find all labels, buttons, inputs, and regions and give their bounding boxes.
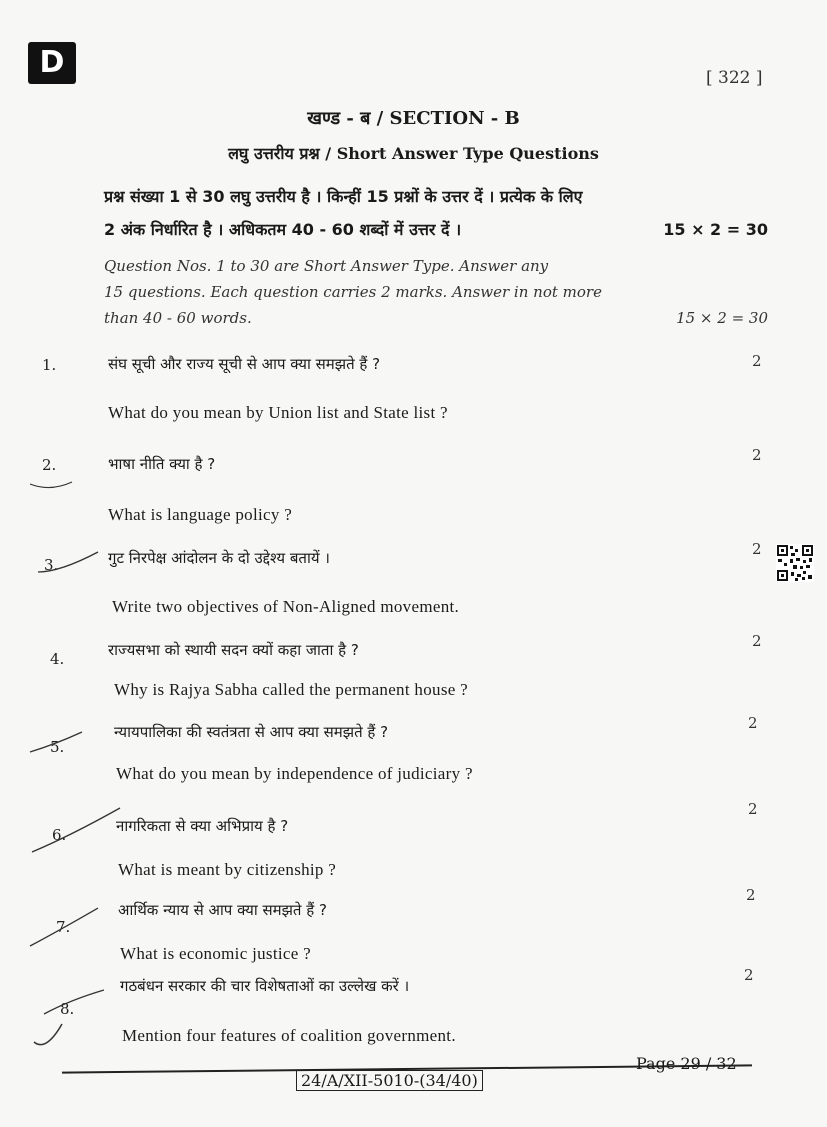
- hindi-marks-formula: 15 × 2 = 30: [663, 220, 768, 239]
- question-marks: 2: [748, 714, 758, 732]
- question-marks: 2: [748, 800, 758, 818]
- question-number: 3.: [44, 556, 59, 574]
- question-hindi: संघ सूची और राज्य सूची से आप क्या समझते हैं ?: [108, 355, 381, 373]
- question-english: What is economic justice ?: [120, 944, 311, 963]
- question-hindi: गठबंधन सरकार की चार विशेषताओं का उल्लेख करें ।: [120, 977, 410, 995]
- question-number: 7.: [56, 918, 71, 936]
- question-english: What is language policy ?: [108, 505, 293, 524]
- hindi-instructions: [104, 180, 768, 246]
- question-english: What is meant by citizenship ?: [118, 860, 337, 879]
- hindi-instruction-line-1: प्रश्न संख्या 1 से 30 लघु उत्तरीय है । किन्हीं 15 प्रश्नों के उत्तर दें । प्रत्येक के लिए: [104, 187, 583, 206]
- section-title: खण्ड - ब / SECTION - B: [307, 108, 520, 129]
- subject-code: [ 322 ]: [706, 68, 763, 88]
- paper-set-badge: D: [28, 42, 76, 84]
- question-marks: 2: [752, 540, 762, 558]
- question-english: Mention four features of coalition government.: [122, 1026, 456, 1045]
- question-marks: 2: [752, 446, 762, 464]
- question-english: What do you mean by Union list and State list ?: [108, 403, 448, 422]
- english-instruction-line-2: 15 questions. Each question carries 2 marks. Answer in not more: [104, 283, 602, 301]
- question-hindi: भाषा नीति क्या है ?: [108, 455, 216, 473]
- section-subtitle: लघु उत्तरीय प्रश्न / Short Answer Type Questions: [228, 144, 599, 163]
- question-number: 6.: [52, 826, 67, 844]
- question-english: Write two objectives of Non-Aligned movement.: [112, 597, 460, 616]
- question-number: 4.: [50, 650, 65, 668]
- question-number: 2.: [42, 456, 57, 474]
- hindi-instruction-line-2: 2 अंक निर्धारित है । अधिकतम 40 - 60 शब्दों में उत्तर दें ।: [104, 220, 462, 239]
- page-number: Page 29 / 32: [636, 1054, 737, 1073]
- footer-paper-code: 24/A/XII-5010-(34/40): [296, 1070, 483, 1091]
- question-hindi: न्यायपालिका की स्वतंत्रता से आप क्या समझते हैं ?: [114, 723, 389, 741]
- question-number: 1.: [42, 356, 57, 374]
- question-hindi: राज्यसभा को स्थायी सदन क्यों कहा जाता है ?: [108, 641, 359, 659]
- question-hindi: गुट निरपेक्ष आंदोलन के दो उद्देश्य बतायें ।: [108, 549, 330, 567]
- question-number: 5.: [50, 738, 65, 756]
- english-instruction-line-3: than 40 - 60 words.: [104, 309, 252, 327]
- question-marks: 2: [752, 352, 762, 370]
- question-marks: 2: [746, 886, 756, 904]
- question-english: What do you mean by independence of judiciary ?: [116, 764, 473, 783]
- question-number: 8.: [60, 1000, 75, 1018]
- qr-code-icon: [776, 544, 814, 582]
- english-marks-formula: 15 × 2 = 30: [676, 309, 768, 327]
- question-marks: 2: [752, 632, 762, 650]
- english-instruction-line-1: Question Nos. 1 to 30 are Short Answer Type. Answer any: [104, 257, 549, 275]
- question-english: Why is Rajya Sabha called the permanent house ?: [114, 680, 468, 699]
- english-instructions: [104, 253, 768, 331]
- question-hindi: आर्थिक न्याय से आप क्या समझते हैं ?: [118, 901, 327, 919]
- question-hindi: नागरिकता से क्या अभिप्राय है ?: [116, 817, 289, 835]
- question-marks: 2: [744, 966, 754, 984]
